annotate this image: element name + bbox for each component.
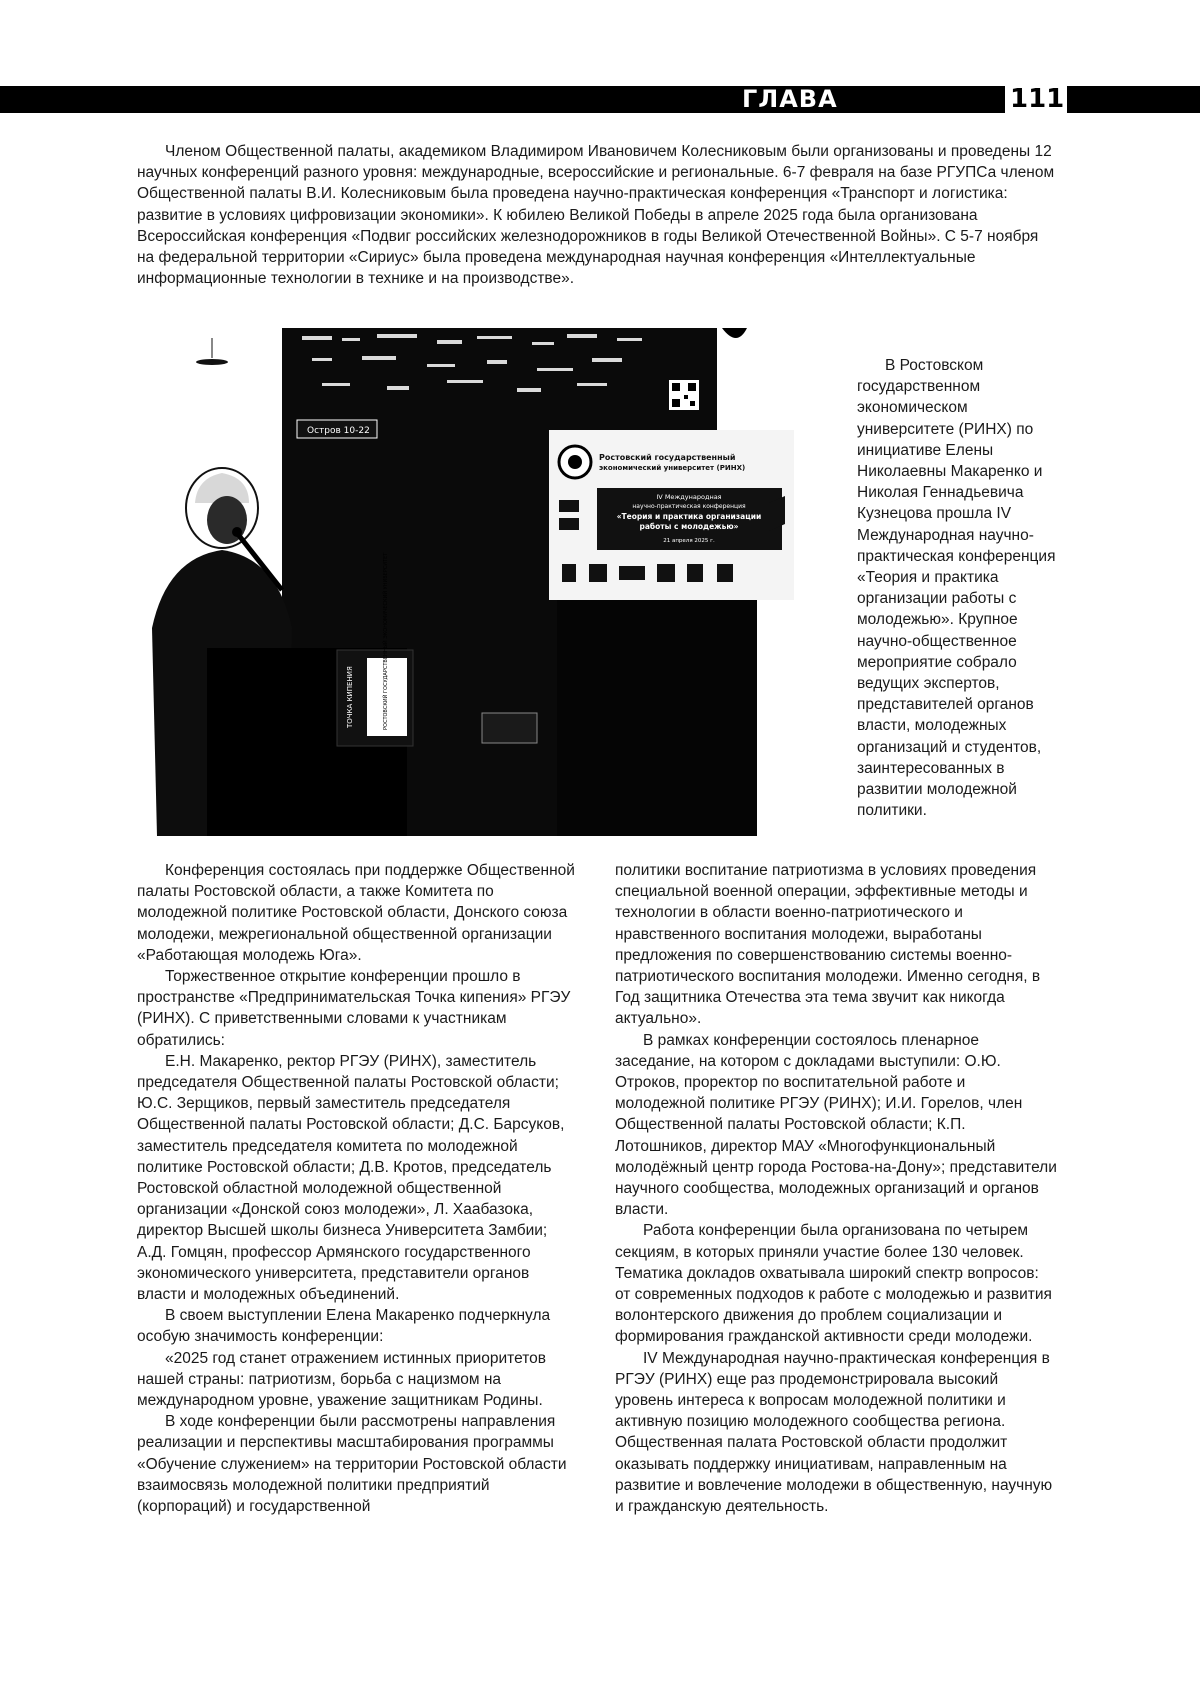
left-column <box>137 860 579 1517</box>
header-bar-tail <box>1070 86 1200 113</box>
right-paragraph-1: политики воспитание патриотизма в условиях проведения специальной военной операции, эффективные методы и технологии в области военно-патриотического и нравственного воспитания молодежи, выработаны предложения по совершенствованию системы военно-патриотического воспитания молодежи. Именно сегодня, в Год защитника Отечества эта тема звучит как никогда актуально». <box>615 862 1041 1028</box>
right-column <box>615 860 1057 1517</box>
screen-university-line2: экономический университет (РИНХ) <box>599 464 746 472</box>
right-paragraph-3: Работа конференции была организована по четырем секциям, в которых приняли участие более 130 человек. Тематика докладов охватывала широкий спектр вопросов: от современных подходов к работе с молодежью и развития волонтерского движения до проблем социализации и формирования гражданской активности среди молодежи. <box>615 1222 1052 1346</box>
right-paragraph-4: IV Международная научно-практическая конференция в РГЭУ (РИНХ) еще раз продемонстрировала высокий уровень интереса к вопросам молодежной политики и активную позицию молодежного сообщества региона. Общественная палата Ростовской области продолжит оказывать поддержку инициативам, направленным на развитие и вовлечение молодежи в общественную, научную и гражданскую деятельность. <box>615 1349 1053 1516</box>
screen-conf-line2: научно-практическая конференция <box>632 503 746 510</box>
left-paragraph-3: Е.Н. Макаренко, ректор РГЭУ (РИНХ), заместитель председателя Общественной палаты Ростовской области; Ю.С. Зерщиков, первый заместитель председателя Общественной палаты Ростовской области; Д.С. Барсуков, заместитель председателя комитета по молодежной политике Ростовской области; Д.В. Кротов, председатель Ростовской областной молодежной общественной организации «Донской союз молодежи», Л. Хаабазока, директор Высшей школы бизнеса Университета Замбии; А.Д. Гомцян, профессор Армянского государственного экономического университета, представители органов власти и молодежных объединений. <box>137 1052 565 1304</box>
conference-photo <box>137 328 762 836</box>
intro-paragraph: Членом Общественной палаты, академиком Владимиром Ивановичем Колесниковым были организованы и проведены 12 научных конференций разного уровня: международные, всероссийские и региональные. 6-7 февраля на базе РГУПСа членом Общественной палаты В.И. Колесниковым была проведена научно-практическая конференция «Транспорт и логистика: развитие в условиях цифровизации экономики». К юбилею Великой Победы в апреле 2025 года была организована Всероссийская конференция «Подвиг российских железнодорожников в годы Великой Отечественной Войны». С 5-7 ноября на федеральной территории «Сириус» была проведена международная научная конференция «Интеллектуальные информационные технологии в технике и на производстве». <box>137 143 1055 288</box>
side-paragraph: В Ростовском государственном экономическом университете (РИНХ) по инициативе Елены Николаевны Макаренко и Николая Геннадьевича Кузнецова прошла IV Международная научно-практическая конференция «Теория и практика организации работы с молодежью». Крупное научно-общественное мероприятие собрало ведущих экспертов, представителей органов власти, молодежных организаций и студентов, заинтересованных в развитии молодежной политики. <box>857 357 1056 820</box>
screen-conf-date: 21 апреля 2025 г. <box>663 538 715 544</box>
side-text <box>857 355 1067 821</box>
left-paragraph-1: Конференция состоялась при поддержке Общественной палаты Ростовской области, а также Комитета по молодежной политике Ростовской области, Донского союза молодежи, межрегиональной общественной организации «Работающая молодежь Юга». <box>137 862 575 964</box>
podium-label: ТОЧКА КИПЕНИЯ <box>346 666 354 728</box>
screen-university-line1: Ростовский государственный <box>599 453 736 462</box>
left-paragraph-4: В своем выступлении Елена Макаренко подчеркнула особую значимость конференции: <box>137 1307 551 1346</box>
screen-small-label: Остров 10-22 <box>307 426 370 436</box>
right-paragraph-2: В рамках конференции состоялось пленарное заседание, на котором с докладами выступили: О.Ю. Отроков, проректор по воспитательной работе и молодежной политике РГЭУ (РИНХ); И.И. Горелов, член Общественной палаты Ростовской области; К.П. Лотошников, директор МАУ «Многофункциональный молодёжный центр города Ростова-на-Дону»; представители научного сообщества, молодежных организаций и органов власти. <box>615 1031 1057 1219</box>
screen-conf-line3: «Теория и практика организации <box>616 512 762 521</box>
chapter-title: ГЛАВА 6.5 <box>742 85 838 143</box>
left-paragraph-6: В ходе конференции были рассмотрены направления реализации и перспективы масштабирования программы «Обучение служением» на территории Ростовской области взаимосвязь молодежной политики предприятий (корпораций) и государственной <box>137 1413 567 1516</box>
intro-text <box>137 141 1057 289</box>
screen-conf-line4: работы с молодежью» <box>639 522 739 531</box>
left-paragraph-2: Торжественное открытие конференции прошло в пространстве «Предпринимательская Точка кипения» РГЭУ (РИНХ). С приветственными словами к участникам обратились: <box>137 968 571 1049</box>
left-paragraph-5: «2025 год станет отражением истинных приоритетов нашей страны: патриотизм, борьба с нацизмом на международном уровне, уважение защитникам Родины. <box>137 1349 546 1410</box>
podium-text: РОСТОВСКИЙ ГОСУДАРСТВЕННЫЙ ЭКОНОМИЧЕСКИЙ УНИВЕРСИТЕТ <box>383 552 389 730</box>
page-number: 111 <box>1010 84 1065 114</box>
screen-conf-line1: IV Международная <box>656 493 722 501</box>
